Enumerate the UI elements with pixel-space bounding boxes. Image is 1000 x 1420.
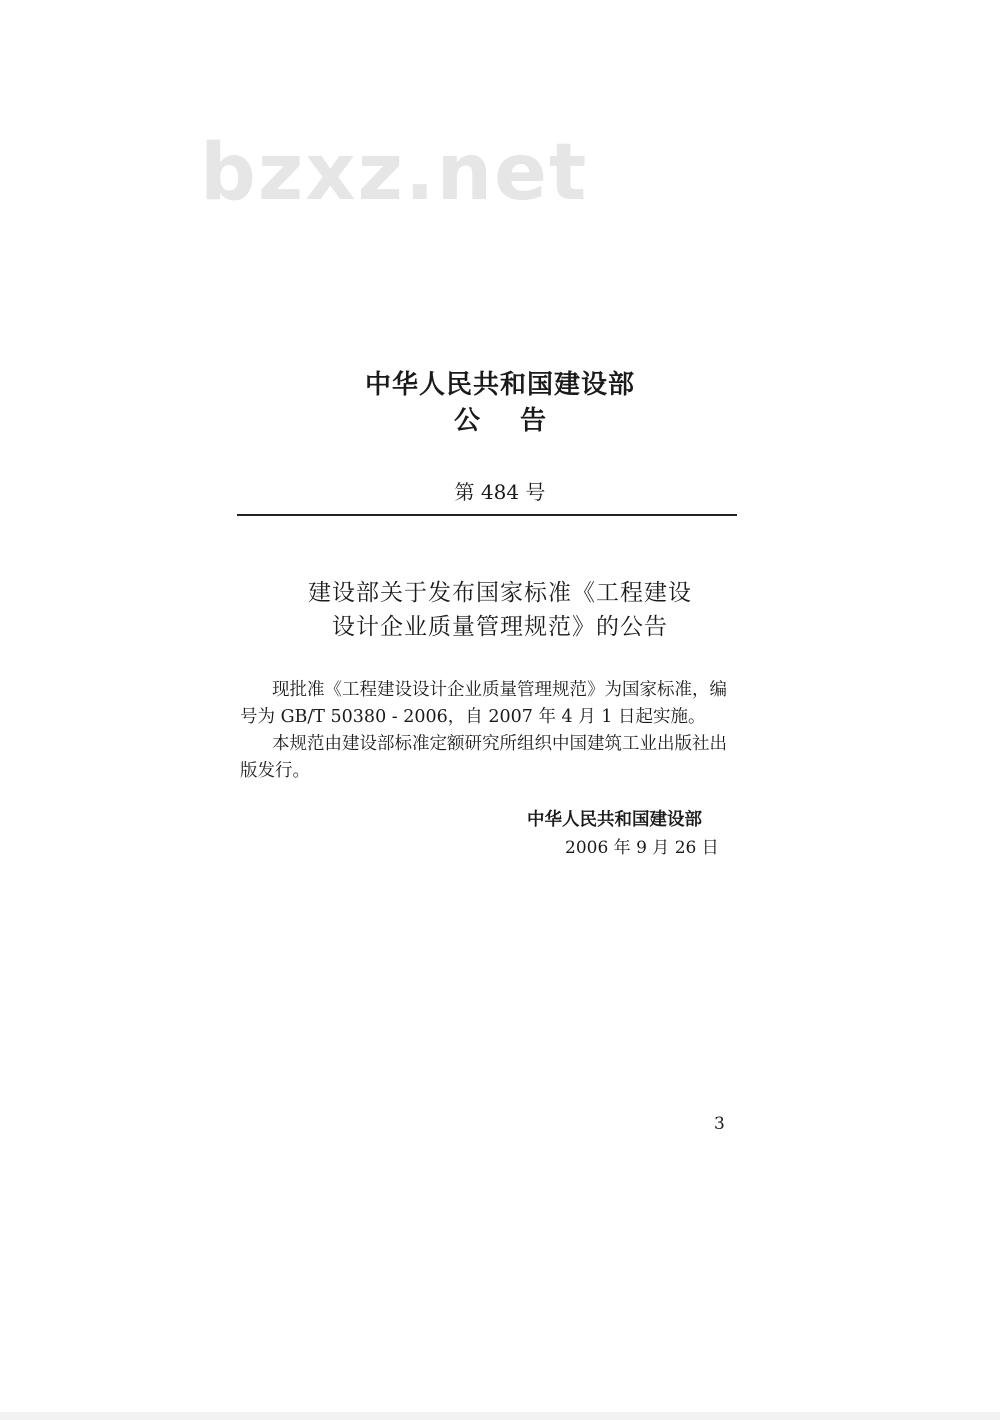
body-paragraph-1-line-2: 号为 GB/T 50380 - 2006，自 2007 年 4 月 1 日起实施。: [240, 707, 706, 727]
announcement-number: 第 484 号: [454, 480, 546, 504]
signature-date: 2006 年 9 月 26 日: [565, 838, 719, 858]
announcement-heading-line-2: 设计企业质量管理规范》的公告: [332, 614, 668, 640]
document-type: 公告: [453, 406, 586, 436]
signature-organization: 中华人民共和国建设部: [527, 810, 702, 830]
body-paragraph-2-line-2: 版发行。: [240, 761, 310, 781]
divider-line: [237, 514, 737, 516]
page-bottom-edge: [0, 1412, 1000, 1420]
announcement-heading-line-1: 建设部关于发布国家标准《工程建设: [308, 580, 692, 606]
watermark-logo: bzxz.net: [200, 128, 589, 218]
body-paragraph-2-line-1: 本规范由建设部标准定额研究所组织中国建筑工业出版社出: [272, 734, 727, 754]
body-paragraph-1-line-1: 现批准《工程建设设计企业质量管理规范》为国家标准，编: [272, 680, 727, 700]
page-number: 3: [714, 1114, 725, 1134]
issuer-title: 中华人民共和国建设部: [364, 370, 635, 400]
